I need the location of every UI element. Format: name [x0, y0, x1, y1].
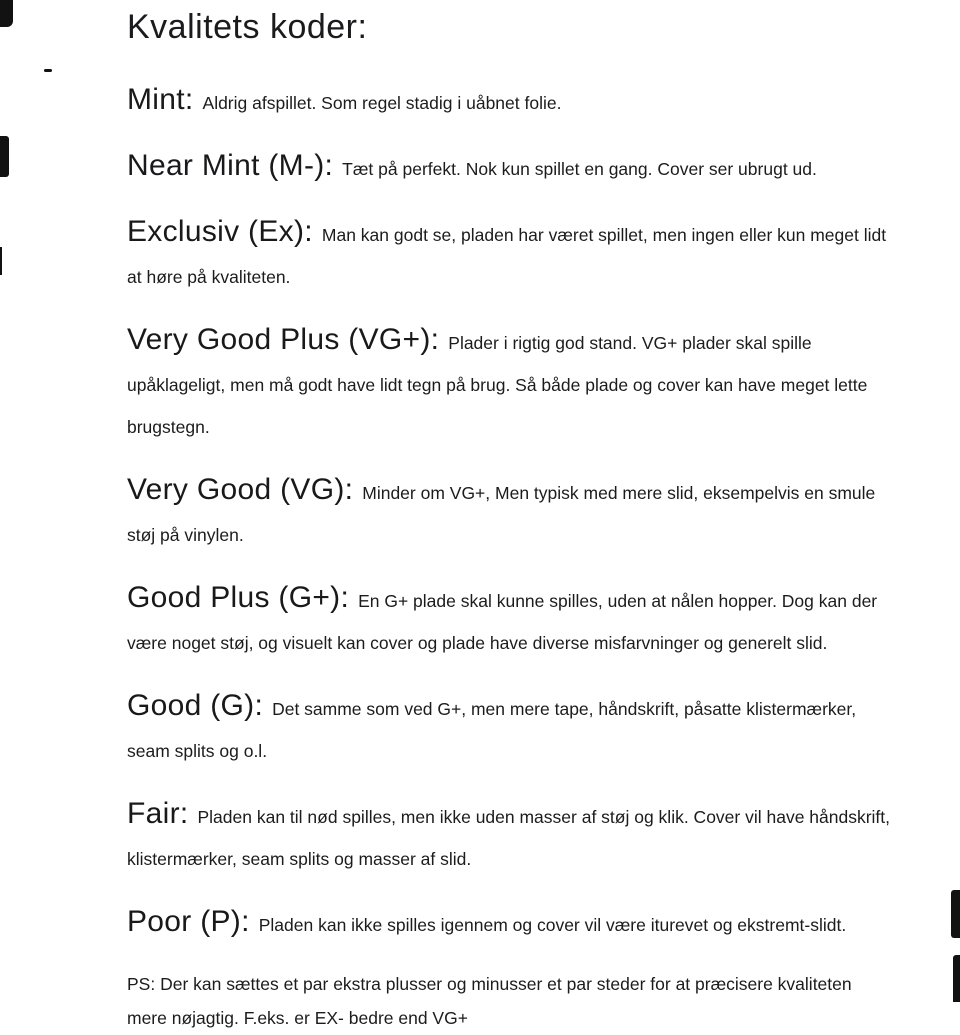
quality-entry-good: [127, 685, 895, 772]
quality-entry-fair: [127, 793, 895, 880]
quality-entry-mint: [127, 79, 895, 124]
quality-term: Good Plus (G+):: [127, 581, 350, 614]
quality-desc: Man kan godt se, pladen har været spillet, men ingen eller kun meget lidt at høre på kvaliteten.: [127, 225, 887, 287]
quality-term: Very Good (VG):: [127, 473, 354, 506]
quality-entry-good-plus: [127, 577, 895, 664]
quality-term: Near Mint (M-):: [127, 149, 334, 182]
document-content: [127, 8, 895, 1035]
quality-desc: Plader i rigtig god stand. VG+ plader skal spille upåklageligt, men må godt have lidt tegn på brug. Så både plade og cover kan have meget lette brugstegn.: [127, 333, 868, 437]
quality-entry-near-mint: [127, 145, 895, 190]
scan-artifact-right-edge-bar-2: [953, 955, 960, 1002]
scan-artifact-left-edge-line: [0, 247, 2, 275]
ps-note: PS: Der kan sættes et par ekstra plusser og minusser et par steder for at præcisere kvaliteten mere nøjagtig. F.eks. er EX- bedre end VG+: [127, 974, 852, 1028]
quality-desc: Pladen kan til nød spilles, men ikke uden masser af støj og klik. Cover vil have håndskrift, klistermærker, seam splits og masser af slid.: [127, 807, 891, 869]
quality-term: Good (G):: [127, 689, 264, 722]
scan-artifact-right-edge-bar-1: [951, 890, 960, 938]
quality-desc: Tæt på perfekt. Nok kun spillet en gang. Cover ser ubrugt ud.: [342, 159, 817, 179]
page-title: Kvalitets koder:: [127, 8, 368, 46]
quality-desc: Aldrig afspillet. Som regel stadig i uåbnet folie.: [202, 93, 562, 113]
quality-entry-poor: [127, 901, 895, 946]
quality-entry-exclusiv: [127, 211, 895, 298]
quality-term: Fair:: [127, 797, 189, 830]
quality-term: Mint:: [127, 83, 194, 116]
quality-desc: Det samme som ved G+, men mere tape, håndskrift, påsatte klistermærker, seam splits og o.l.: [127, 699, 857, 761]
quality-term: Exclusiv (Ex):: [127, 215, 313, 248]
quality-desc: Pladen kan ikke spilles igennem og cover vil være iturevet og ekstremt-slidt.: [258, 915, 847, 935]
scan-artifact-top-left-blob: [0, 0, 13, 27]
quality-desc: Minder om VG+, Men typisk med mere slid, eksempelvis en smule støj på vinylen.: [127, 483, 876, 545]
quality-desc: En G+ plade skal kunne spilles, uden at nålen hopper. Dog kan der være noget støj, og visuelt kan cover og plade have diverse misfarvninger og generelt slid.: [127, 591, 878, 653]
quality-term: Very Good Plus (VG+):: [127, 323, 440, 356]
quality-term: Poor (P):: [127, 905, 250, 938]
quality-entry-very-good-plus: [127, 319, 895, 448]
quality-entry-very-good: [127, 469, 895, 556]
scan-artifact-small-dash: [44, 69, 52, 72]
scan-artifact-left-edge-bar: [0, 136, 9, 177]
